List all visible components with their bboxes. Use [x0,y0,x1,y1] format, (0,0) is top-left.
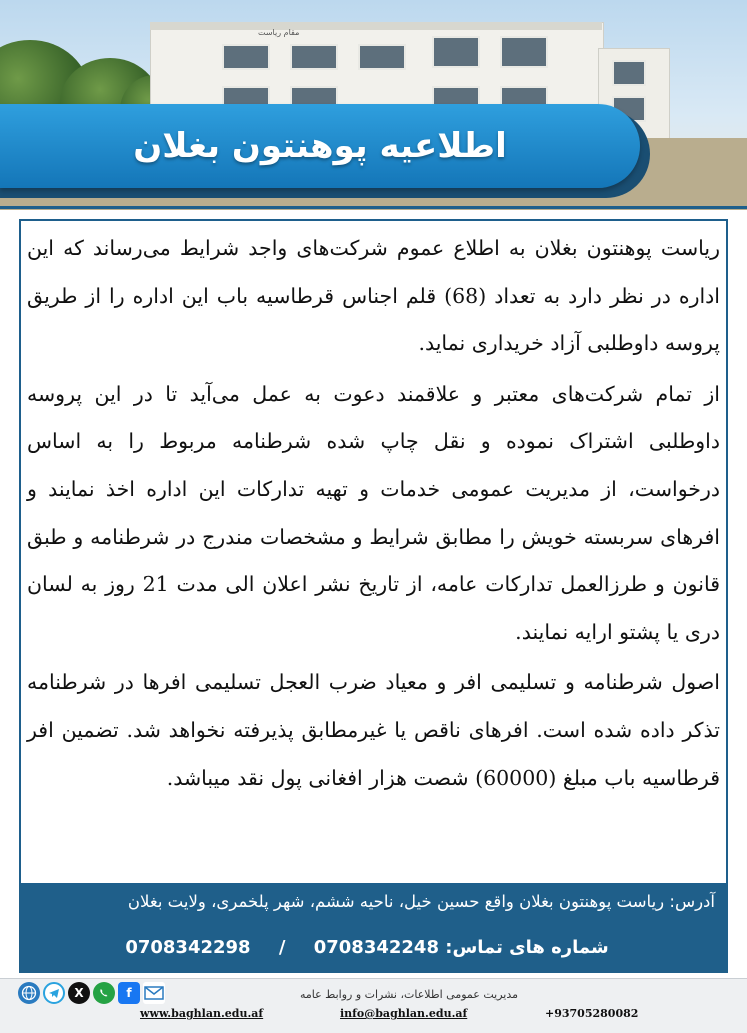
facebook-icon[interactable]: f [118,982,140,1004]
paragraph: اصول شرطنامه و تسلیمی افر و معیاد ضرب العجل تسلیمی افرها در شرطنامه تذکر داده شده است. افرهای ناقص یا غیرمطابق پذیرفته نخواهد شد. تضمین افر قرطاسیه باب مبلغ (60000) شصت هزار افغانی پول نقد میباشد. [27,670,720,790]
telegram-icon[interactable] [43,982,65,1004]
whatsapp-icon[interactable] [93,982,115,1004]
office-phone[interactable]: +93705280082 [545,1007,639,1020]
paragraph: ریاست پوهنتون بغلان به اطلاع عموم شرکت‌های واجد شرایط می‌رساند که این اداره در نظر دارد به تعداد (68) قلم اجناس قرطاسیه باب این اداره را از طریق پروسه داوطلبی آزاد خریداری نماید. [27,236,720,356]
announcement-body [27,225,720,805]
phone-number[interactable]: 0708342298 [125,937,251,958]
page-title: اطلاعیه پوهنتون بغلان [133,126,507,166]
building-sign: مقام ریاست [258,28,300,37]
phone-separator: / [278,937,286,958]
social-icons [18,982,165,1006]
phones-label: شماره های تماس: [445,937,609,958]
phone-number[interactable]: 0708342248 [313,937,439,958]
paragraph: از تمام شرکت‌های معتبر و علاقمند دعوت به عمل می‌آید تا در این پروسه داوطلبی اشتراک نموده و نقل چاپ شده شرطنامه مربوط را به اساس درخواست، از مدیریت عمومی خدمات و تهیه تدارکات این اداره اخذ نمایند و افرهای سربسته خویش را مطابق شرایط و مشخصات مندرج در شرطنامه و طبق قانون و طرزالعمل تدارکات عامه، از تاریخ نشر اعلان الی مدت 21 روز به لسان دری یا پشتو ارایه نمایند. [27,381,720,644]
address: آدرس: ریاست پوهنتون بغلان واقع حسین خیل، ناحیه ششم، شهر پلخمری، ولایت بغلان [127,892,715,911]
email-link[interactable]: info@baghlan.edu.af [340,1007,468,1020]
website-link[interactable]: www.baghlan.edu.af [140,1007,264,1020]
x-icon[interactable]: X [68,982,90,1004]
divider [0,206,747,209]
globe-icon[interactable] [18,982,40,1004]
contact-phones [19,937,715,958]
email-icon[interactable] [143,982,165,1004]
department-name: مدیریت عمومی اطلاعات، نشرات و روابط عامه [299,988,518,1001]
